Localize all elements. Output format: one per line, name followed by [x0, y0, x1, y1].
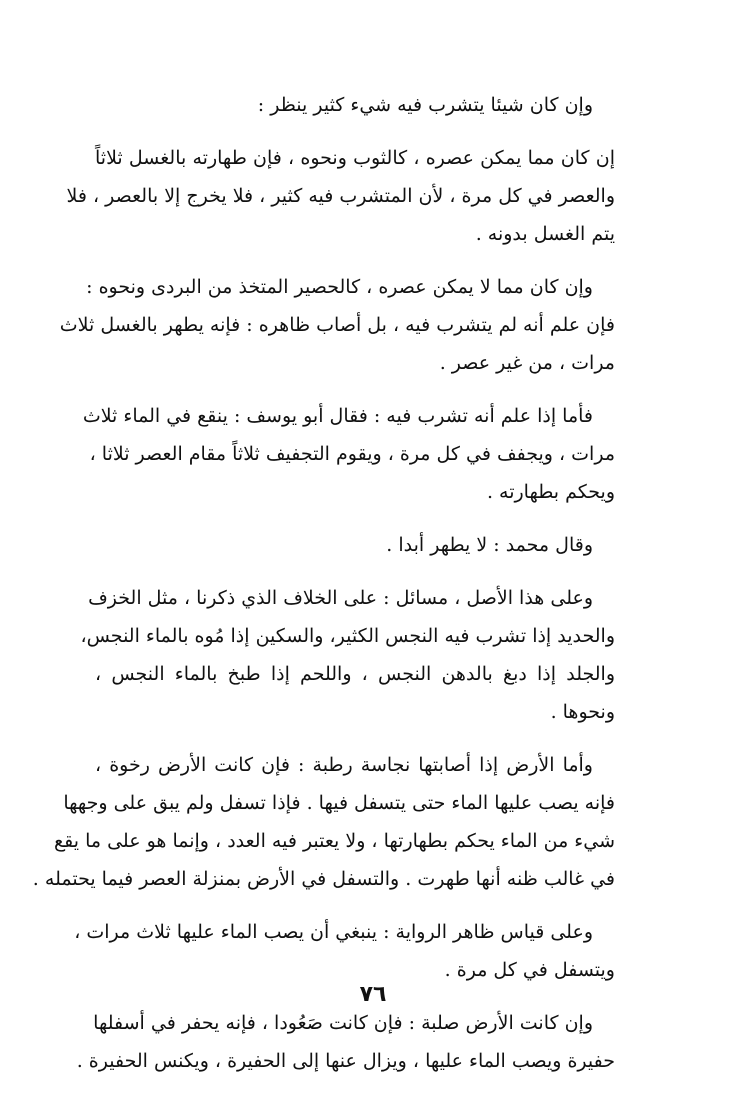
text-line: مرات ، من غير عصر . [439, 352, 615, 374]
text-line: وقال محمد : لا يطهر أبدا . [386, 534, 593, 556]
paragraph-4 [82, 397, 615, 511]
text-line: حفيرة ويصب الماء عليها ، ويزال عنها إلى الحفيرة ، ويكنس الحفيرة . [76, 1050, 615, 1072]
paragraph-1 [95, 86, 615, 124]
text-line: إن كان مما يمكن عصره ، كالثوب ونحوه ، فإن طهارته بالغسل ثلاثاً [95, 147, 615, 169]
paragraph-8 [74, 913, 615, 989]
paragraph-5 [95, 526, 615, 564]
text-line: والحديد إذا تشرب فيه النجس الكثير، والسكين إذا مُوه بالماء النجس، [80, 625, 615, 647]
page-number: ٧٦ [359, 982, 387, 1007]
text-line: في غالب ظنه أنها طهرت . والتسفل في الأرض بمنزلة العصر فيما يحتمله . [32, 868, 615, 890]
text-line: فأما إذا علم أنه تشرب فيه : فقال أبو يوسف : ينقع في الماء ثلاث [82, 405, 593, 427]
text-line: وأما الأرض إذا أصابتها نجاسة رطبة : فإن كانت الأرض رخوة ، [95, 754, 593, 776]
text-line: شيء من الماء يحكم بطهارتها ، ولا يعتبر فيه العدد ، وإنما هو على ما يقع [54, 830, 615, 852]
text-line: وعلى قياس ظاهر الرواية : ينبغي أن يصب الماء عليها ثلاث مرات ، [74, 921, 593, 943]
text-line: وعلى هذا الأصل ، مسائل : على الخلاف الذي ذكرنا ، مثل الخزف [88, 587, 593, 609]
paragraph-6 [80, 579, 616, 731]
text-line: ويتسفل في كل مرة . [444, 959, 615, 981]
text-line: يتم الغسل بدونه . [475, 223, 615, 245]
text-line: مرات ، ويجفف في كل مرة ، ويقوم التجفيف ثلاثاً مقام العصر ثلاثا ، [89, 443, 615, 465]
text-line: ونحوها . [550, 701, 615, 723]
text-line: وإن كان مما لا يمكن عصره ، كالحصير المتخذ من البردى ونحوه : [86, 276, 593, 298]
text-line: فإنه يصب عليها الماء حتى يتسفل فيها . فإذا تسفل ولم يبق على وجهها [63, 792, 615, 814]
text-line: ويحكم بطهارته . [486, 481, 615, 503]
paragraph-3 [59, 268, 615, 382]
paragraph-7 [32, 746, 615, 898]
text-line: فإن علم أنه لم يتشرب فيه ، بل أصاب ظاهره : فإنه يطهر بالغسل ثلاث [59, 314, 615, 336]
text-line: وإن كانت الأرض صلبة : فإن كانت صَعُودا ، فإنه يحفر في أسفلها [93, 1012, 593, 1034]
text-line: وإن كان شيئا يتشرب فيه شيء كثير ينظر : [257, 94, 593, 116]
paragraph-2 [66, 139, 615, 253]
text-line: والجلد إذا دبغ بالدهن النجس ، واللحم إذا طبخ بالماء النجس ، [95, 663, 616, 685]
text-line: والعصر في كل مرة ، لأن المتشرب فيه كثير ، فلا يخرج إلا بالعصر ، فلا [66, 185, 615, 207]
page-body [32, 86, 616, 1095]
paragraph-9 [76, 1004, 615, 1080]
